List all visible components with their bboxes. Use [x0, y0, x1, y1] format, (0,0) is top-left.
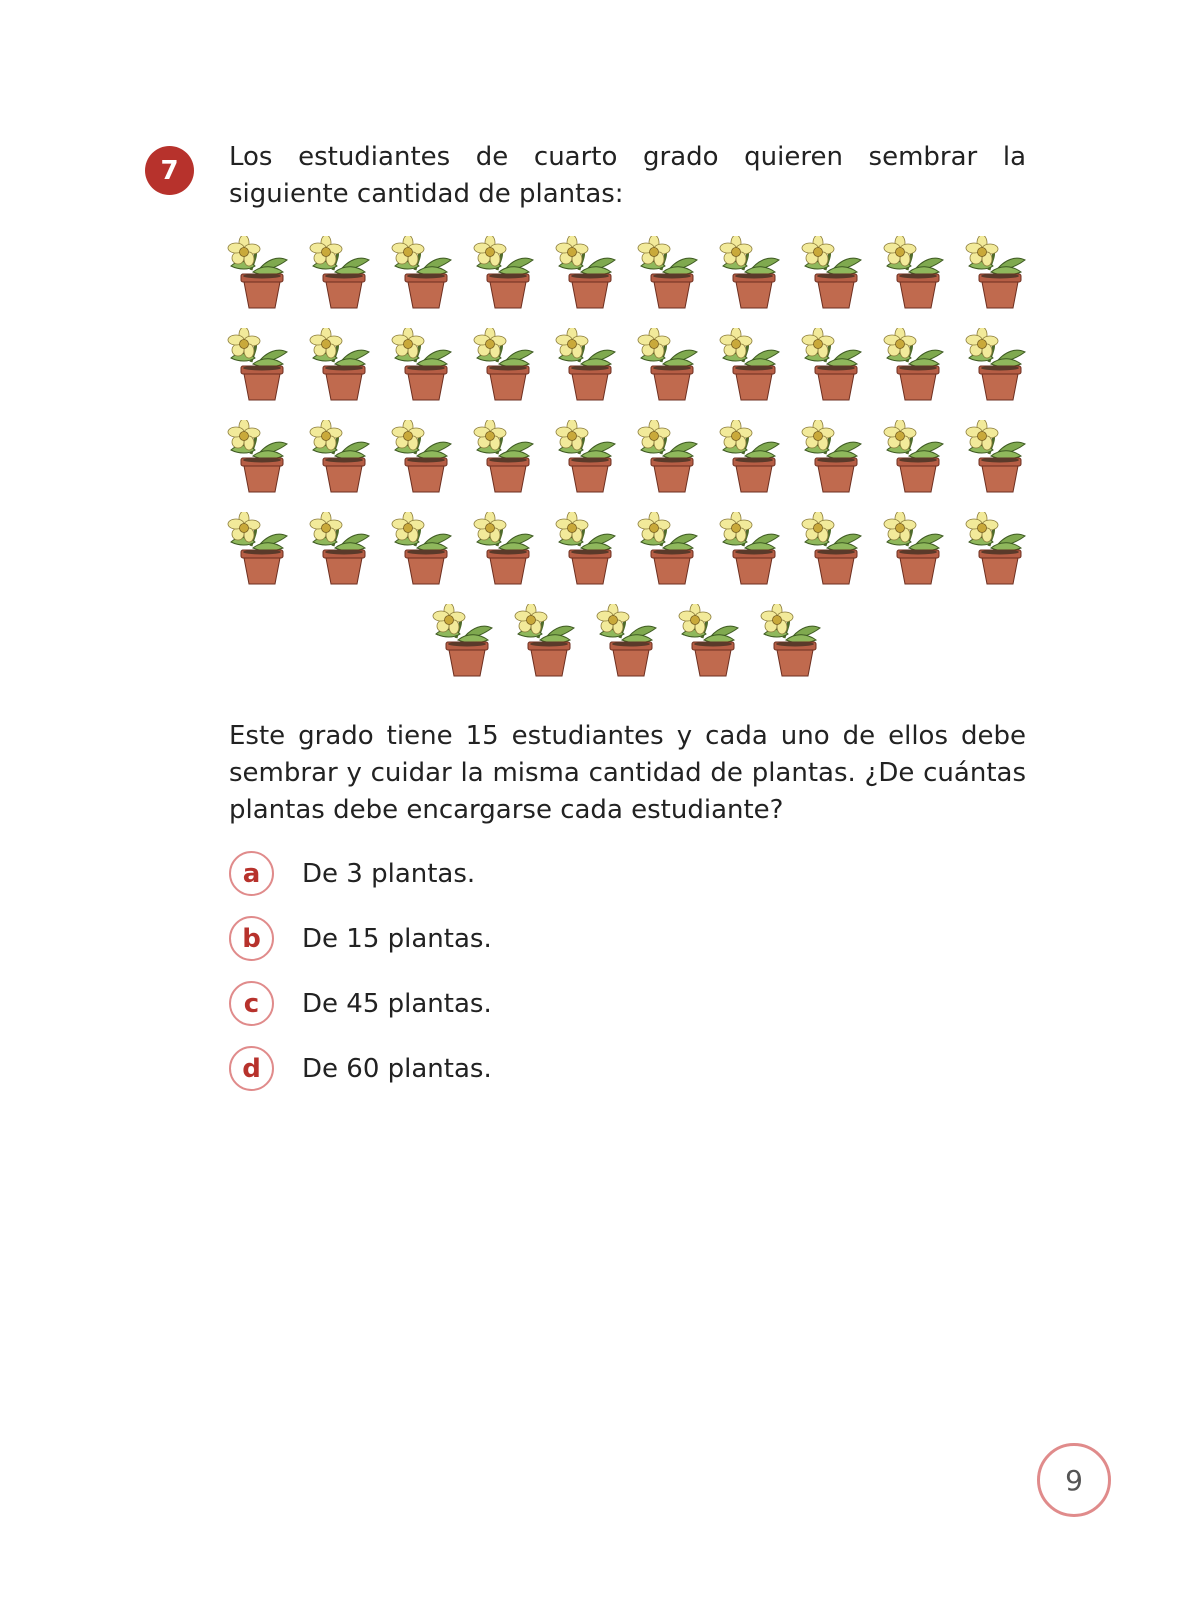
option-c[interactable] — [229, 980, 492, 1027]
potted-flower-icon — [719, 328, 782, 401]
potted-flower-icon — [760, 604, 823, 677]
potted-flower-icon — [227, 512, 290, 585]
potted-flower-icon — [719, 420, 782, 493]
potted-flower-icon — [309, 420, 372, 493]
option-d[interactable] — [229, 1045, 492, 1092]
potted-flower-icon — [555, 236, 618, 309]
potted-flower-icon — [391, 328, 454, 401]
option-a[interactable] — [229, 850, 492, 897]
potted-flower-icon — [883, 328, 946, 401]
potted-flower-icon — [637, 236, 700, 309]
potted-flower-icon — [227, 236, 290, 309]
potted-flower-icon — [473, 328, 536, 401]
option-text: De 45 plantas. — [302, 988, 492, 1019]
potted-flower-icon — [309, 236, 372, 309]
potted-flower-icon — [555, 512, 618, 585]
potted-flower-icon — [391, 512, 454, 585]
potted-flower-icon — [801, 236, 864, 309]
potted-flower-icon — [432, 604, 495, 677]
potted-flower-icon — [719, 512, 782, 585]
potted-flower-icon — [227, 328, 290, 401]
question-number-badge: 7 — [145, 146, 194, 195]
potted-flower-icon — [555, 420, 618, 493]
plant-row — [227, 512, 1027, 585]
option-letter: d — [229, 1046, 274, 1091]
potted-flower-icon — [883, 236, 946, 309]
answer-options — [229, 850, 492, 1110]
potted-flower-icon — [391, 236, 454, 309]
question-body: Este grado tiene 15 estudiantes y cada uno de ellos debe sembrar y cuidar la misma cantidad de plantas. ¿De cuántas plantas debe encargarse cada estudiante? — [229, 721, 1026, 825]
potted-flower-icon — [514, 604, 577, 677]
plants-illustration — [227, 236, 1027, 696]
option-text: De 15 plantas. — [302, 923, 492, 954]
potted-flower-icon — [637, 328, 700, 401]
potted-flower-icon — [596, 604, 659, 677]
potted-flower-icon — [678, 604, 741, 677]
plant-row — [227, 328, 1027, 401]
plant-row — [227, 236, 1027, 309]
potted-flower-icon — [391, 420, 454, 493]
option-letter: c — [229, 981, 274, 1026]
potted-flower-icon — [965, 420, 1028, 493]
option-letter: a — [229, 851, 274, 896]
plant-row — [227, 420, 1027, 493]
potted-flower-icon — [473, 420, 536, 493]
potted-flower-icon — [309, 328, 372, 401]
potted-flower-icon — [883, 420, 946, 493]
potted-flower-icon — [965, 512, 1028, 585]
potted-flower-icon — [801, 420, 864, 493]
potted-flower-icon — [555, 328, 618, 401]
potted-flower-icon — [965, 328, 1028, 401]
question-intro: Los estudiantes de cuarto grado quieren sembrar la siguiente cantidad de plantas: — [229, 142, 1026, 209]
plant-row — [227, 604, 1027, 677]
potted-flower-icon — [801, 512, 864, 585]
page-number: 9 — [1037, 1443, 1111, 1517]
potted-flower-icon — [801, 328, 864, 401]
potted-flower-icon — [965, 236, 1028, 309]
option-b[interactable] — [229, 915, 492, 962]
option-letter: b — [229, 916, 274, 961]
potted-flower-icon — [473, 512, 536, 585]
option-text: De 60 plantas. — [302, 1053, 492, 1084]
potted-flower-icon — [309, 512, 372, 585]
potted-flower-icon — [719, 236, 782, 309]
potted-flower-icon — [637, 420, 700, 493]
potted-flower-icon — [883, 512, 946, 585]
potted-flower-icon — [227, 420, 290, 493]
potted-flower-icon — [473, 236, 536, 309]
potted-flower-icon — [637, 512, 700, 585]
option-text: De 3 plantas. — [302, 858, 476, 889]
